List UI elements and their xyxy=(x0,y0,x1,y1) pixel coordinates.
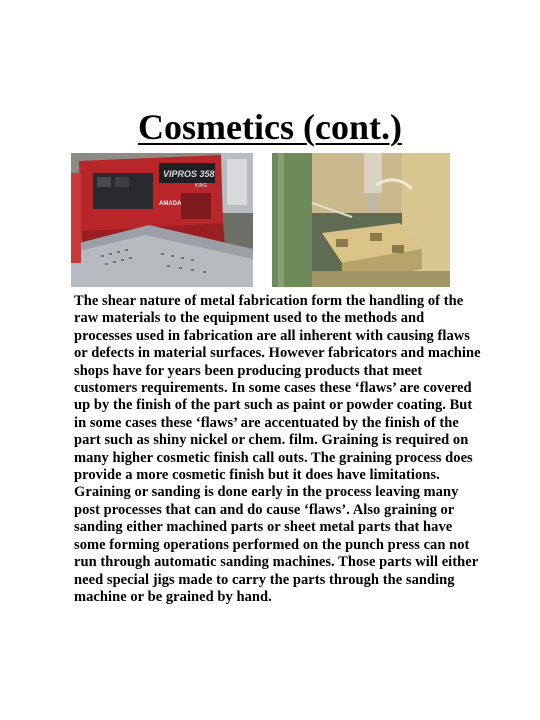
body-paragraph: The shear nature of metal fabrication form the handling of the raw materials to the equipment used to the methods and processes used in fabrication are all inherent with causing flaws or defects in material surfaces. However fabricators and machine shops have for years been producing products that meet customers requirements. In some cases these ‘flaws’ are covered up by the finish of the part such as paint or powder coating. But in some cases these ‘flaws’ are accentuated by the finish of the part such as shiny nickel or chem. film. Graining is required on many higher cosmetic finish call outs. The graining process does provide a more cosmetic finish but it does have limitations. Graining or sanding is done early in the process leaving many post processes that can and do cause ‘flaws’. Also graining or sanding either machined parts or sheet metal parts that have some forming operations performed on the punch press can not run through automatic sanding machines. Those parts will either need special jigs made to carry the parts through the sanding machine or be grained by hand. xyxy=(74,293,481,605)
cnc-machining-photo xyxy=(272,153,450,287)
machine-brand-text: AMADA xyxy=(159,201,182,207)
punch-press-photo xyxy=(71,153,253,287)
slide-title xyxy=(0,104,540,150)
cnc-machining-illustration xyxy=(272,153,450,287)
machine-model-text: VIPROS 358 xyxy=(163,169,215,179)
slide-title-text: Cosmetics (cont.) xyxy=(138,107,402,147)
machine-sub-text: KING xyxy=(195,183,208,189)
punch-press-illustration xyxy=(71,153,253,287)
